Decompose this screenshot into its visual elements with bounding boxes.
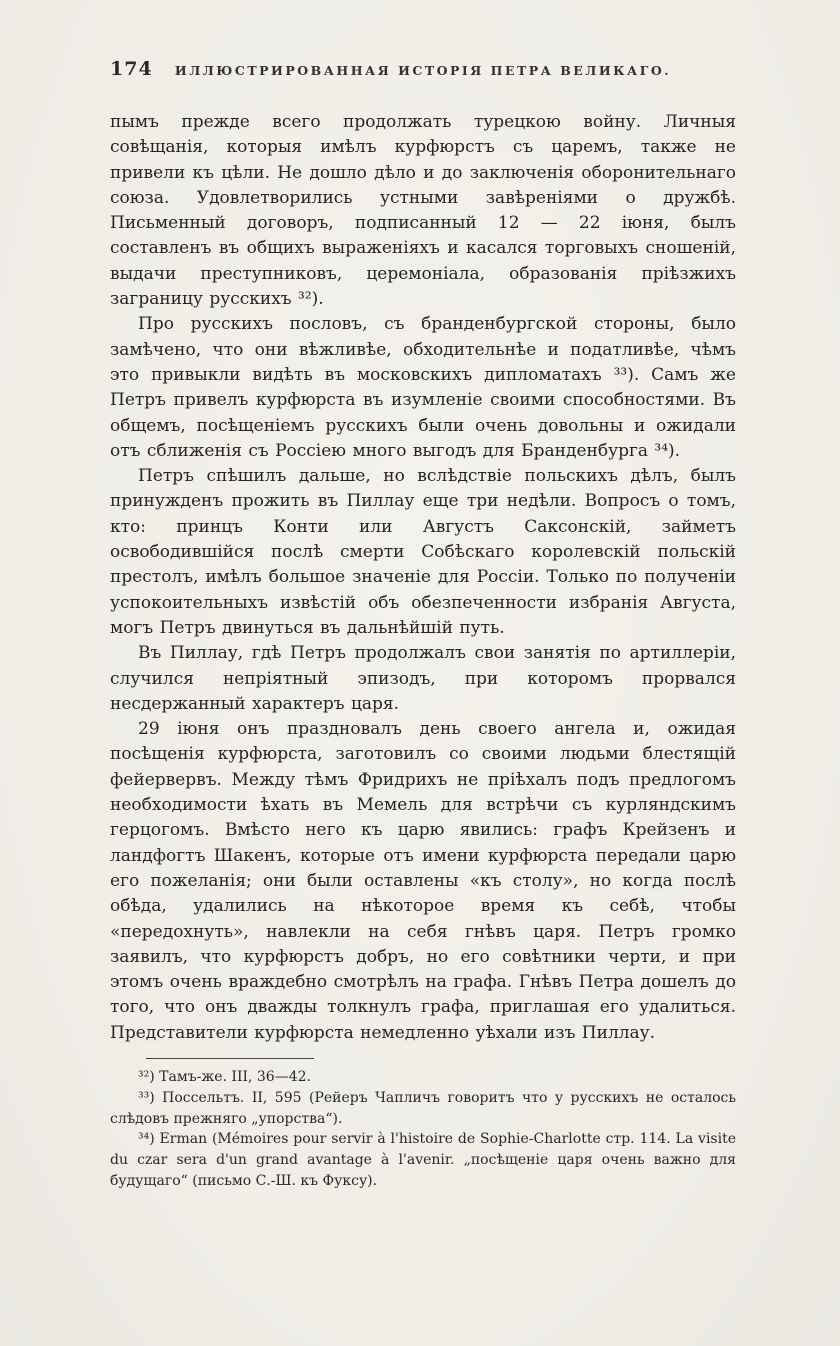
- footnotes: [110, 1067, 736, 1192]
- footnote-separator: [146, 1058, 314, 1059]
- body-text: [110, 110, 736, 1046]
- page-header: [110, 58, 736, 84]
- paragraph: Въ Пиллау, гдѣ Петръ продолжалъ свои занятія по артиллеріи, случился непріятный эпизодъ, при которомъ прорвался несдержанный характеръ царя.: [110, 643, 736, 714]
- paragraph: Петръ спѣшилъ дальше, но вслѣдствіе польскихъ дѣлъ, былъ принужденъ прожить въ Пиллау еще три недѣли. Вопросъ о томъ, кто: принцъ Конти или Августъ Саксонскій, займетъ освободившійся послѣ смерти Собѣскаго королевскій польскій престолъ, имѣлъ большое значеніе для Россіи. Только по полученіи успокоительныхъ извѣстій объ обезпеченности избранія Августа, могъ Петръ двинуться въ дальнѣйшій путь.: [110, 466, 736, 638]
- footnote: ³⁴) Erman (Mémoires pour servir à l'histoire de Sophie-Charlotte стр. 114. La visite du czar sera d'un grand avantage à l'avenir. „посѣщеніе царя очень важно для будущаго“ (письмо С.-Ш. къ Фуксу).: [110, 1131, 736, 1189]
- paragraph-continuation: пымъ прежде всего продолжать турецкою войну. Личныя совѣщанія, которыя имѣлъ курфюрстъ съ царемъ, также не привели къ цѣли. Не дошло дѣло и до заключенія оборонительнаго союза. Удовлетворились устными завѣреніями о дружбѣ. Письменный договоръ, подписанный 12 — 22 іюня, былъ составленъ въ общихъ выраженіяхъ и касался торговыхъ сношеній, выдачи преступниковъ, церемоніала, образованія пріѣзжихъ заграницу русскихъ ³²).: [110, 112, 736, 310]
- footnote: ³³) Поссельтъ. II, 595 (Рейеръ Чапличъ говоритъ что у русскихъ не осталось слѣдовъ прежняго „упорства“).: [110, 1089, 736, 1127]
- paragraph: Про русскихъ пословъ, съ бранденбургской стороны, было замѣчено, что они вѣжливѣе, обходительнѣе и податливѣе, чѣмъ это привыкли видѣть въ московскихъ дипломатахъ ³³). Самъ же Петръ привелъ курфюрста въ изумленіе своими способностями. Въ общемъ, посѣщеніемъ русскихъ были очень довольны и ожидали отъ сближенія съ Россіею много выгодъ для Бранденбурга ³⁴).: [110, 314, 736, 461]
- running-title: ИЛЛЮСТРИРОВАННАЯ ИСТОРІЯ ПЕТРА ВЕЛИКАГО.: [174, 63, 672, 78]
- page-number: 174: [110, 58, 153, 80]
- paragraph: 29 іюня онъ праздновалъ день своего ангела и, ожидая посѣщенія курфюрста, заготовилъ со своими людьми блестящій фейервервъ. Между тѣмъ Фридрихъ не пріѣхалъ подъ предлогомъ необходимости ѣхать въ Мемель для встрѣчи съ курляндскимъ герцогомъ. Вмѣсто него къ царю явились: графъ Крейзенъ и ландфогтъ Шакенъ, которые отъ имени курфюрста передали царю его пожеланія; они были оставлены «къ столу», но когда послѣ обѣда, удалились на нѣкоторое время къ себѣ, чтобы «передохнуть», навлекли на себя гнѣвъ царя. Петръ громко заявилъ, что курфюрстъ добръ, но его совѣтники черти, и при этомъ очень враждебно смотрѣлъ на графа. Гнѣвъ Петра дошелъ до того, что онъ дважды толкнулъ графа, приглашая его удалиться. Представители курфюрста немедленно уѣхали изъ Пиллау.: [110, 719, 736, 1043]
- footnote: ³²) Тамъ-же. III, 36—42.: [138, 1068, 311, 1085]
